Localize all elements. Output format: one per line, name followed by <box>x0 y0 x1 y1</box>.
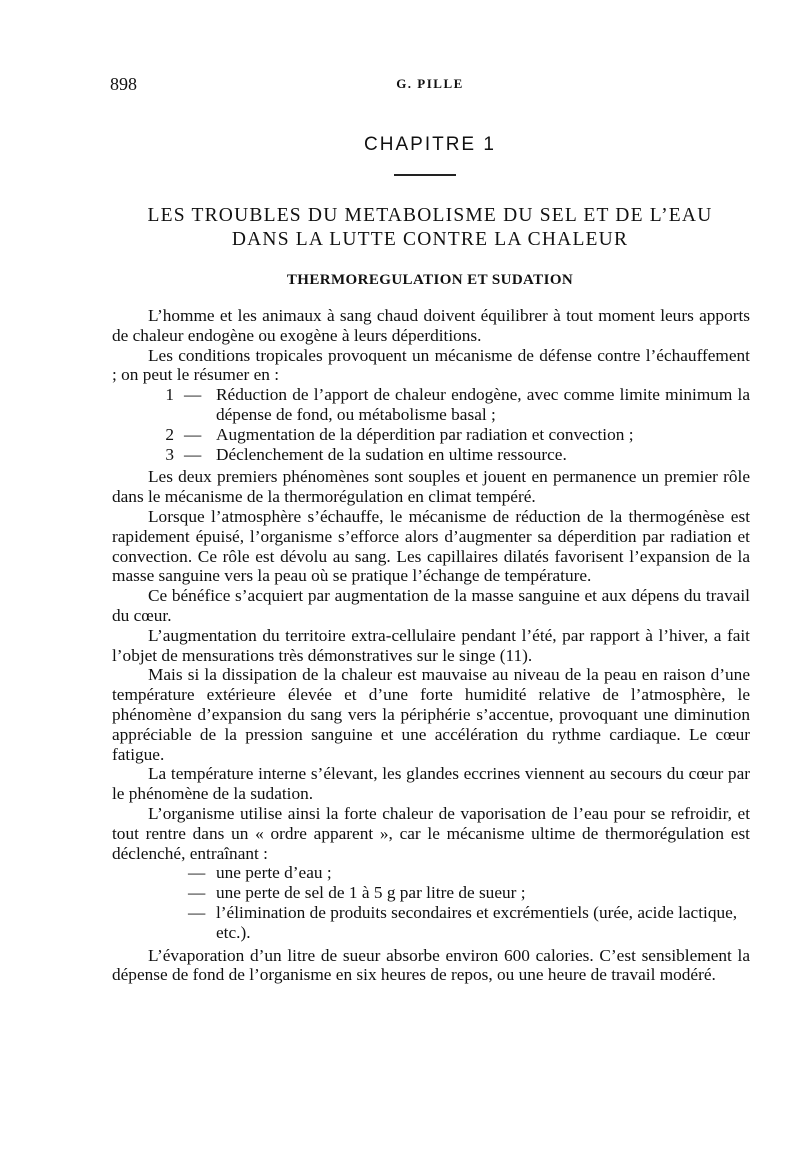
paragraph: La température interne s’élevant, les glandes eccrines viennent au secours du cœur par le phénomène de la sudation. <box>112 764 750 804</box>
paragraph: Les conditions tropicales provoquent un mécanisme de défense contre l’échauffement ; on peut le résumer en : <box>112 345 750 385</box>
list-item-text: une perte de sel de 1 à 5 g par litre de sueur ; <box>216 883 526 903</box>
list-item-dash: — <box>188 902 206 922</box>
list-item <box>112 445 750 465</box>
list-item-dash: — <box>184 385 202 405</box>
list-item <box>112 385 750 425</box>
list-item-dash: — <box>184 444 202 464</box>
paragraph: L’augmentation du territoire extra-cellulaire pendant l’été, par rapport à l’hiver, a fait l’objet de mensurations très démonstratives sur le singe (11). <box>112 625 750 665</box>
paragraph: Les deux premiers phénomènes sont souples et jouent en permanence un premier rôle dans le mécanisme de la thermorégulation en climat tempéré. <box>112 467 750 507</box>
list-item-dash: — <box>184 424 202 444</box>
chapter-label: CHAPITRE 1 <box>364 134 496 155</box>
dash-list <box>112 863 750 942</box>
list-item-dash: — <box>188 863 206 883</box>
list-item-text: l’élimination de produits secondaires et excrémentiels (urée, acide lactique, etc.). <box>216 902 738 942</box>
list-item <box>112 883 750 903</box>
list-item-text: Déclenchement de la sudation en ultime ressource. <box>216 444 567 464</box>
running-head-author: G. PILLE <box>396 76 464 91</box>
list-item-text: une perte d’eau ; <box>216 863 332 883</box>
list-item <box>112 903 750 943</box>
chapter-title-line: DANS LA LUTTE CONTRE LA CHALEUR <box>231 229 629 250</box>
chapter-rule <box>394 174 456 176</box>
page-number: 898 <box>110 74 137 94</box>
list-item-number: 1 <box>165 385 174 405</box>
list-item-text: Réduction de l’apport de chaleur endogène, avec comme limite minimum la dépense de fond, ou métabolisme basal ; <box>216 385 750 424</box>
paragraph: L’évaporation d’un litre de sueur absorbe environ 600 calories. C’est sensiblement la dépense de fond de l’organisme en six heures de repos, ou une heure de travail modéré. <box>112 945 750 985</box>
paragraph: Mais si la dissipation de la chaleur est mauvaise au niveau de la peau en raison d’une température extérieure élevée et d’une forte humidité relative de l’atmosphère, le phénomène d’expansion du sang vers la périphérie s’accentue, provoquant une diminution appréciable de la pression sanguine et une accélération du rythme cardiaque. Le cœur fatigue. <box>112 665 750 764</box>
chapter-title-line: LES TROUBLES DU METABOLISME DU SEL ET DE L’EAU <box>147 205 713 226</box>
page-header <box>110 74 750 98</box>
section-heading: THERMOREGULATION ET SUDATION <box>286 272 574 288</box>
body-text <box>112 306 750 985</box>
list-item-number: 2 <box>165 424 174 444</box>
list-item <box>112 863 750 883</box>
list-item-dash: — <box>188 883 206 903</box>
paragraph: Lorsque l’atmosphère s’échauffe, le mécanisme de réduction de la thermogénèse est rapidement épuisé, l’organisme s’efforce alors d’augmenter sa déperdition par radiation et convection. Ce rôle est dévolu au sang. Les capillaires dilatés favorisent l’expansion de la masse sanguine vers la peau où se pratique l’échange de température. <box>112 506 750 586</box>
chapter-title <box>110 204 750 252</box>
list-item <box>112 425 750 445</box>
paragraph: Ce bénéfice s’acquiert par augmentation de la masse sanguine et aux dépens du travail du cœur. <box>112 586 750 625</box>
list-item-text: Augmentation de la déperdition par radiation et convection ; <box>216 424 634 444</box>
paragraph: L’homme et les animaux à sang chaud doivent équilibrer à tout moment leurs apports de chaleur endogène ou exogène à leurs déperditions. <box>112 306 750 345</box>
numbered-list <box>112 385 750 464</box>
list-item-number: 3 <box>165 444 174 464</box>
paragraph: L’organisme utilise ainsi la forte chaleur de vaporisation de l’eau pour se refroidir, et tout rentre dans un « ordre apparent », car le mécanisme ultime de thermorégulation est déclenché, entraînant : <box>112 803 750 863</box>
